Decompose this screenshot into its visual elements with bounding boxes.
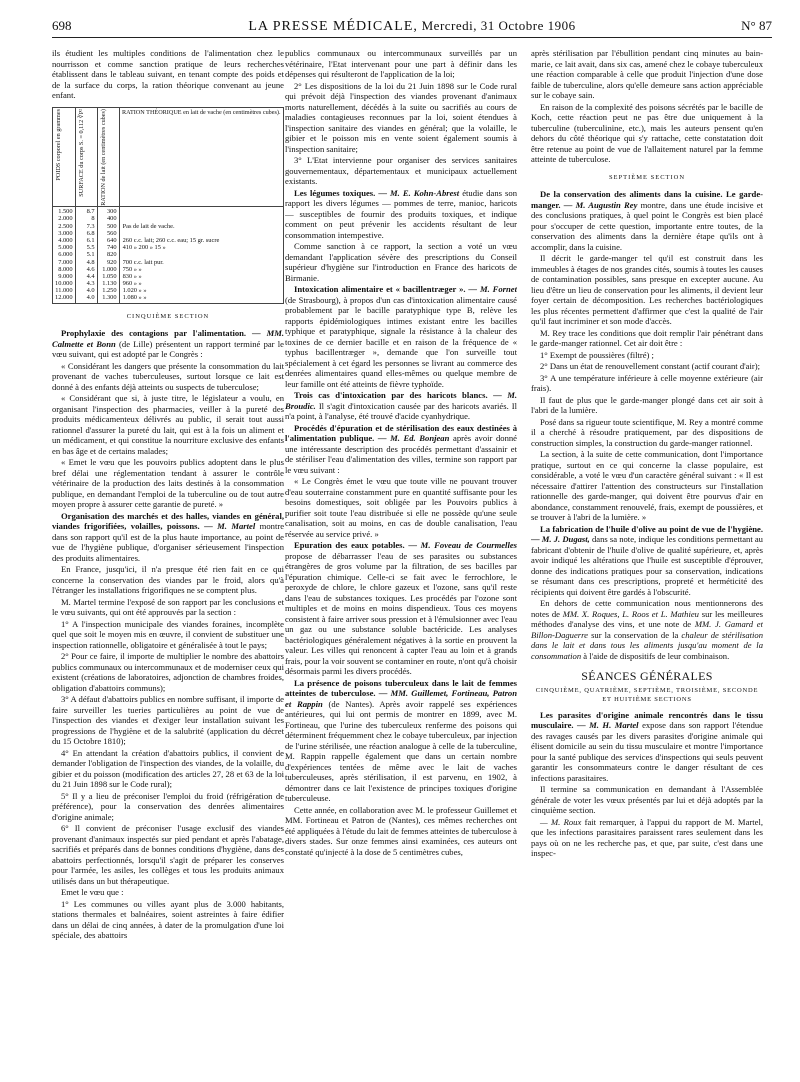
surface-cell: 4.4: [86, 272, 95, 280]
surface-cell: 6.8: [86, 229, 95, 237]
paragraph: Emet le vœu que :: [61, 887, 124, 898]
article-title: Intoxication alimentaire et « bacillentræger ». —: [294, 284, 478, 294]
paragraph: 5° Il y a lieu de préconiser l'emploi du froid (réfrigération de préférence), pour la conservation des denrées alimentaires d'origine animale;: [52, 790, 284, 822]
article-authors: M. J. Dugast,: [541, 534, 590, 544]
weight-cell: 12.000: [55, 294, 73, 302]
note-cell: [123, 251, 281, 258]
weight-cell: 8.000: [58, 265, 73, 273]
intro-paragraph: ils étudient les multiples conditions de l'alimentation chez le nourrisson et comme sanction pratique de leurs recherches établissent dans le tableau suivant, en tenant compte des poids et de la surface du corps, la ration théorique convenant au jeune enfant.: [52, 48, 284, 100]
paragraph: Cette année, en collaboration avec M. le professeur Guillemet et MM. Fortineau et Patron de (Nantes), ces mêmes recherches ont été appliquées à l'étude du lait de femmes atteintes de tuberculose à divers stades. Sur onze femmes ainsi examinées, ces auteurs ont constaté qu'injecté à la dose de 5 centimètres cubes,: [285, 804, 517, 857]
article-title: De la conservation des aliments dans la cuisine. Le garde-manger. —: [531, 189, 763, 210]
table-header-surface: SURFACE du corps S. = 0,112 ∛P²: [75, 107, 97, 207]
ration-cell: 1.130: [102, 280, 117, 288]
paragraph: « Le Congrès émet le vœu que toute ville ne pouvant trouver d'eau souterraine constamment pure en quantité suffisante pour les besoins domestiques, soit obligée par les Pouvoirs publics à purifier soit toute l'eau distribuée si elle ne possède qu'une seule canalisation, soit au moins, en cas de double canalisation, l'eau réservée au service privé. »: [285, 476, 517, 539]
weight-cell: 6.000: [58, 251, 73, 259]
general-sessions-subheading: CINQUIÈME, QUATRIÈME, SEPTIÈME, TROISIÈME, SECONDE ET HUITIÈME SECTIONS: [535, 686, 759, 703]
article-title: Organisation des marchés et des halles, viandes en général, viandes frigorifiées, volailles, poissons. —: [52, 510, 284, 532]
article-paragraph: Prophylaxie des contagions par l'alimentation. — MM. Calmette et Bonn (de Lille) présentent un rapport terminé par le vœu suivant, qui est adopté par le Congrès :: [52, 328, 284, 360]
surface-cell: 6.1: [86, 236, 95, 244]
header-rule: [52, 37, 772, 38]
article-authors: M. H. Martel: [589, 720, 639, 730]
paragraph: 2° Pour ce faire, il importe de multiplier le nombre des abattoirs publics communaux ou intercommunaux et de moderniser ceux qui existent (créations de laboratoires, adjonction de chambres froides, obligation d'abattoirs communs);: [52, 651, 284, 693]
surface-cell: 4.0: [86, 294, 95, 302]
weight-cell: 1.500: [58, 208, 73, 216]
section-heading: CINQUIÈME SECTION: [126, 312, 210, 320]
page-header: [52, 18, 772, 36]
article-title: Les légumes toxiques. —: [294, 187, 387, 198]
article-title: Procédés d'épuration et de stérilisation des eaux destinées à l'alimentation publique. —: [285, 422, 517, 443]
article-title: Prophylaxie des contagions par l'alimentation. —: [61, 328, 261, 339]
paragraph: 1° Exempt de poussières (filtré) ;: [540, 349, 654, 360]
article-paragraph: La fabrication de l'huile d'olive au point de vue de l'hygiène. — M. J. Dugast, dans sa note, indique les conditions permettant au fabricant d'obtenir de l'huile d'olive de qualité supérieure, et, après avoir indiqué les altérations que l'huile est susceptible d'éprouver, donne des indications pratiques pour sa conservation, indications se résumant dans ces prescriptions, propreté et herméticité des récipients qui doivent être gardés à l'obscurité.: [531, 523, 763, 597]
table-header-ration: RATION de lait (en centimètres cubes): [97, 107, 119, 207]
article-authors: MM. Calmette et Bonn: [52, 328, 284, 349]
journal-name: LA PRESSE MÉDICALE,: [248, 19, 418, 34]
column-3: [531, 48, 763, 1072]
surface-cell: 4.6: [86, 265, 95, 273]
note-cell: 260 c.c. lait; 260 c.c. eau; 15 gr. sucre: [122, 236, 220, 244]
paragraph: Il faut de plus que le garde-manger plongé dans cet air soit à l'abri de la lumière.: [531, 394, 763, 415]
paragraph: « Emet le vœu que les pouvoirs publics adoptent dans le plus bref délai une réglementation tendant à assurer le contrôle vétérinaire de la production des laits destinés à la consommation publique, en demandant l'emploi de la tuberculine ou de tout autre moyen propre à assurer cette garantie de pureté. »: [52, 457, 284, 510]
column-2: [285, 48, 517, 1072]
weight-cell: 9.000: [58, 272, 73, 280]
article-paragraph: La présence de poisons tuberculeux dans le lait de femmes atteintes de tuberculose. — MM. Guillemet, Fortineau, Patron et Rappin (de Nantes). Après avoir rappelé ses expériences antérieures, qui lui ont permis de montrer en 1899, avec M. Fortineau, que l'urine des tuberculeux renferme des poisons qui déterminent fréquemment chez le cobaye tuberculeux, par injection de l'urine stérilisée, une réaction analogue à celle de la tuberculine, M. Rappin rappelle également que dans un certain nombre d'expériences tentées de même avec le lait de vaches tuberculeuses, après stérilisation, il est parvenu, en 1902, à démontrer dans ce lait l'existence de principes toxiques d'origine tuberculeuse.: [285, 677, 517, 803]
note-cell: 960 » »: [122, 280, 142, 288]
weight-cell: 7.000: [58, 258, 73, 266]
paragraph: après stérilisation par l'ébullition pendant cinq minutes au bain-marie, ce lait avait, dans six cas, amené chez le cobaye tuberculeux une réaction comparable à celle que produit l'injection d'une dose faible de tuberculine, alors qu'elle demeure sans action appréciable sur le cobaye sain.: [531, 48, 763, 100]
paragraph: 4° En attendant la création d'abattoirs publics, il convient de demander l'obligation de l'inspection des viandes, de la volaille, du gibier et du poisson (modification des articles 27, 28 et 63 de la loi du 21 Juin 1898 sur le Code rural);: [52, 747, 284, 790]
surface-cell: 4.3: [86, 280, 95, 288]
note-cell: 410 » 200 » 15 »: [122, 244, 166, 252]
note-cell: Pas de lait de vache.: [122, 222, 175, 230]
paragraph: En raison de la complexité des poisons sécrétés par le bacille de Koch, cette réaction peut ne pas être due uniquement à la tuberculine (tuberculinine, etc.), mais les auteurs pensent qu'en dehors du côté théorique qui s'y rattache, cette constatation doit être retenue au point de vue de l'allaitement naturel par la femme atteinte de tuberculose.: [531, 101, 763, 164]
general-sessions-heading: SÉANCES GÉNÉRALES: [581, 669, 713, 683]
article-paragraph: Les parasites d'origine animale rencontrés dans le tissu musculaire. — M. H. Martel expose dans son rapport l'étendue des ravages causés par les divers parasites d'origine animale qui élisent domicile au sein du tissu musculaire et montre l'importance pour la santé publique des services d'inspections qui seuls peuvent garantir les consommateurs contre le danger résultant de ces infections parasitaires.: [531, 709, 763, 783]
weight-column: [53, 207, 76, 303]
article-paragraph: Organisation des marchés et des halles, viandes en général, viandes frigorifiées, volailles, poissons. — M. Martel montre dans son rapport qu'il est de la plus haute importance, au point de vue de l'hygiène publique, d'organiser sérieusement l'inspection des produits alimentaires.: [52, 510, 284, 563]
weight-cell: 3.000: [58, 229, 73, 237]
paragraph: « Considérant les dangers que présente la consommation du lait provenant de vaches tuberculeuses, surtout lorsque ce lait est donné à des enfants déjà atteints ou suspects de tuberculose;: [52, 360, 284, 392]
article-title: La présence de poisons tuberculeux dans le lait de femmes atteintes de tuberculose. —: [285, 677, 517, 698]
paragraph: Il termine sa communication en demandant à l'Assemblée générale de voter les vœux présentés par lui et déjà adoptés par la cinquième section.: [531, 784, 763, 815]
note-cell: 1.020 » »: [122, 287, 147, 295]
weight-cell: 2.000: [58, 215, 73, 223]
ration-cell: 400: [106, 215, 117, 223]
note-cell: 750 » »: [122, 265, 142, 273]
article-paragraph: De la conservation des aliments dans la cuisine. Le garde-manger. — M. Augustin Rey montre, dans une étude incisive et des conclusions pratiques, à quel point le Congrès est bien placé pour s'occuper de cette question, importante entre toutes, de la conservation des aliments dans la dernière étape qu'ils ont à accomplir, dans la cuisine.: [531, 189, 763, 252]
paragraph: 1° Les communes ou villes ayant plus de 3.000 habitants, stations thermales et balnéaires, soient astreintes à faire édifier dans un délai de cinq années, à dater de la promulgation d'une loi spéciale, des abattoirs: [52, 898, 284, 941]
article-paragraph: — M. Roux fait remarquer, à l'appui du rapport de M. Martel, que les infections parasitaires paraissent rares seulement dans les pays où on ne les recherche pas, et que, par suite, c'est dans une inspec-: [531, 816, 763, 858]
surface-cell: 8.7: [86, 208, 95, 216]
note-cell: [123, 230, 281, 237]
weight-cell: 10.000: [55, 280, 73, 288]
article-authors: M. Martel: [217, 521, 256, 532]
article-title: Les parasites d'origine animale rencontrés dans le tissu musculaire. —: [531, 709, 763, 730]
issue-number: N° 87: [741, 18, 772, 33]
ration-cell: 640: [106, 236, 117, 244]
feeding-table: [52, 107, 284, 304]
article-title: Epuration des eaux potables. —: [294, 540, 417, 550]
ration-cell: 920: [106, 258, 117, 266]
article-authors: M. Fornet: [479, 284, 517, 294]
ration-cell: 300: [106, 208, 117, 216]
paragraph: 3° A défaut d'abattoirs publics en nombre suffisant, il importe de faire surveiller les tueries particulières au point de vue de l'inspection des viandes et d'exiger leur installation suivant les progressions de l'hygiène et de la salubrité (application du décret du 15 Octobre 1810);: [52, 694, 284, 747]
paragraph: Comme sanction à ce rapport, la section a voté un vœu demandant l'application sévère des prescriptions du Conseil supérieur d'hygiène sur l'introduction en France des haricots de Birmanie.: [285, 241, 517, 283]
note-cell: 830 » »: [122, 272, 142, 280]
surface-cell: 5.1: [86, 251, 95, 259]
table-header-weight: POIDS corporel en grammes: [53, 107, 76, 207]
article-paragraph: Les légumes toxiques. — M. E. Kohn-Abrest étudie dans son rapport les divers légumes — pommes de terre, manioc, haricots — susceptibles de fournir des produits toxiques, et indique comment on peut prévenir les accidents résultant de leur consommation intempestive.: [285, 187, 517, 240]
ration-cell: 560: [106, 229, 117, 237]
note-cell: [123, 215, 281, 222]
article-paragraph: Intoxication alimentaire et « bacillentræger ». — M. Fornet (de Strasbourg), à propos d'un cas d'intoxication alimentaire causé probablement par le bacille paratyphique type B, relève les rapports épidémiologiques intimes existant entre les bacilles typhique et paratyphique, signale la résistance à la chaleur des toxines de ce dernier bacille et en raison de la fréquence de « typhus bacillentræger », demande que l'on surveille tout spécialement à cet égard les personnes se livrant au commerce des denrées alimentaires quand elles-mêmes ou quelque membre de leur famille ont été atteints de fièvre typhoïde.: [285, 284, 517, 389]
paragraph: 2° Dans un état de renouvellement constant (actif courant d'air);: [540, 361, 760, 371]
article-paragraph: Epuration des eaux potables. — M. Foveau de Courmelles propose de débarrasser l'eau de ses parasites ou substances étrangères de gros volume par la filtration, de ses bacilles par l'épuration chimique. Celle-ci se fait avec le ferrochlore, le peroxyde de chlore, le chlore gazeux et l'ozone, sans qu'il reste dans l'eau de substances toxiques. Les procédés par l'ozone sont multiples et de moins en moins dispendieux. Tous ces moyens consistent à faire arriver sous pression et à l'émulsionner avec l'eau un gaz ou une substance soluble bactéricide. Les analyses bactériologiques généralement négatives à la sortie en prouvent la valeur. Les villes qui renoncent à capter l'eau au loin et à grands frais, pour la voir souvent se contaminer en route, n'ont qu'à choisir désormais parmi les divers procédés.: [285, 540, 517, 676]
ration-column: [97, 207, 119, 303]
article-authors: M. Foveau de Courmelles: [420, 540, 517, 550]
paragraph: Posé dans sa rigueur toute scientifique, M. Rey a montré comme il a cherché à résoudre pratiquement, par des dispositions de construction simples, la construction du garde-manger rationnel.: [531, 416, 763, 448]
article-authors: — M. Roux: [540, 816, 582, 827]
article-authors: M. Broudic.: [285, 390, 517, 411]
section-heading: SEPTIÈME SECTION: [608, 173, 686, 181]
ration-cell: 1.050: [102, 272, 117, 280]
article-paragraph: Procédés d'épuration et de stérilisation des eaux destinées à l'alimentation publique. — M. Ed. Bonjean après avoir donné une intéressante description des procédés permettant d'assainir et de stériliser l'eau d'alimentation des villes, termine son rapport par le vœu suivant :: [285, 422, 517, 475]
paragraph: 1° A l'inspection municipale des viandes foraines, incomplète quel que soit le moyen mis en œuvre, il convient de substituer une inspection rationnelle, obligatoire et généralisée à tout le pays;: [52, 618, 284, 650]
paragraph: M. Rey trace les conditions que doit remplir l'air pénétrant dans le garde-manger rationnel. Cet air doit être :: [531, 327, 763, 348]
ration-cell: 1.300: [102, 294, 117, 302]
ration-cell: 740: [106, 244, 117, 252]
running-title: [52, 18, 772, 35]
paragraph: 2° Les dispositions de la loi du 21 Juin 1898 sur le Code rural qui prévoit déjà l'inspection des viandes provenant d'animaux morts naturellement, décédés à la suite ou sacrifiés au cours de maladies contagieuses reconnues par la loi, soient étendues à l'inspection sanitaire des viandes en général; que la volaille, le gibier et le poisson mis en vente soient également soumis à l'inspection sanitaire;: [285, 80, 517, 154]
paragraph: « Considérant que si, à juste titre, le législateur a voulu, en organisant l'inspection des pharmacies, veiller à la pureté des produits médicamenteux délivrés au public, il serait tout aussi rationnel d'assurer la pureté du lait, qui est à la fois un aliment et un médicament, et qui constitue la nourriture exclusive des enfants en bas âge et de certains malades;: [52, 393, 284, 456]
article-title: Trois cas d'intoxication par des haricots blancs. —: [294, 390, 502, 400]
paragraph: 3° A une température inférieure à celle moyenne extérieure (air frais).: [531, 372, 763, 393]
column-1: [52, 48, 284, 1072]
article-authors: M. E. Kohn-Abrest: [390, 187, 460, 198]
article-authors: MM. Guillemet, Fortineau, Patron et Rappin: [285, 688, 517, 709]
ration-cell: 500: [106, 222, 117, 230]
note-cell: 700 c.c. lait pur.: [122, 258, 164, 266]
ration-cell: 1.000: [102, 265, 117, 273]
weight-cell: 11.000: [55, 287, 73, 295]
paragraph: En dehors de cette communication nous mentionnerons des notes de MM. X. Roques, L. Roos et L. Mathieu sur les meilleures méthodes d'analyse des vins, et une note de MM. J. Gamard et Billon-Daguerre sur la conservation de la chaleur de stérilisation dans le lait et dans tous les aliments jusqu'au moment de la consommation à l'aide de dispositifs de leur combinaison.: [531, 598, 763, 661]
paragraph: 3° L'Etat intervienne pour organiser des services sanitaires gouvernementaux, départementaux et municipaux actuellement existants.: [285, 155, 517, 186]
surface-cell: 4.0: [86, 287, 95, 295]
article-authors: M. Ed. Bonjean: [390, 433, 450, 443]
surface-cell: 7.3: [86, 222, 95, 230]
surface-cell: 4.8: [86, 258, 95, 266]
paragraph: Il décrit le garde-manger tel qu'il est construit dans les immeubles à étages de nos grandes cités, soumis à toutes les causes de contamination possibles, sans presque en excepter aucune. Au lieu d'être un lieu de conservation pour les aliments, il devient leur foyer certain de décomposition. Les recherches bactériologiques les plus récentes permettent d'affirmer que c'est la qualité de l'air qu'il faut incriminer et son mode d'accès.: [531, 253, 763, 326]
ration-cell: 820: [106, 251, 117, 259]
surface-column: [75, 207, 97, 303]
paragraph: En France, jusqu'ici, il n'a presque été rien fait en ce qui concerne la conservation des viandes par le froid, alors qu'à l'étranger les installations frigorifiques ne se comptent plus.: [52, 564, 284, 596]
surface-cell: 5.5: [86, 244, 95, 252]
paragraph: publics communaux ou intercommunaux surveillés par un vétérinaire, l'Etat intervenant pour une part à définir dans les dépenses qui résulteront de l'application de la loi;: [285, 48, 517, 79]
paragraph: M. Martel termine l'exposé de son rapport par les conclusions et le vœu suivants, qui ont été approuvés par la section :: [52, 596, 284, 618]
note-cell: [123, 208, 281, 215]
issue-date: Mercredi, 31 Octobre 1906: [421, 18, 576, 33]
notes-column: [119, 207, 283, 303]
weight-cell: 5.000: [58, 244, 73, 252]
article-authors: M. Augustin Rey: [575, 199, 638, 210]
weight-cell: 2.500: [58, 222, 73, 230]
paragraph: 6° Il convient de préconiser l'usage exclusif des viandes provenant d'animaux inspectés sur pied pendant et après l'abatage, sacrifiés et préparés dans de bonnes conditions d'hygiène, dans des abattoirs perfectionnés, lorsqu'il s'agit de préparer les conserves pour l'armée, les asiles, les collèges et tous les produits animaux utilisés dans un but thérapeutique.: [52, 823, 284, 886]
paragraph: La section, à la suite de cette communication, dont l'importance pratique, surtout en ce qui concerne la classe populaire, est considérable, a voté le vœu d'un caractère général suivant : « Il est nécessaire d'attirer l'attention des constructeurs sur l'installation rationnelle des garde-manger, qui doivent être pourvus d'air en abondance, constamment renouvelé, frais, exempt de poussières, et se trouver à l'abri de la lumière. »: [531, 449, 763, 522]
article-title: La fabrication de l'huile d'olive au point de vue de l'hygiène. —: [531, 523, 763, 544]
note-cell: 1.080 » »: [122, 294, 147, 302]
weight-cell: 4.000: [58, 236, 73, 244]
surface-cell: 8: [91, 215, 95, 223]
article-paragraph: Trois cas d'intoxication par des haricots blancs. — M. Broudic. Il s'agit d'intoxication causée par des haricots avariés. Il n'a point, à l'analyse, été trouvé d'acide cyanhydrique.: [285, 390, 517, 421]
page-number: 698: [52, 18, 72, 33]
ration-cell: 1.250: [102, 287, 117, 295]
table-header-theoretical: RATION THÉORIQUE en lait de vache (en centimètres cubes).: [119, 107, 283, 207]
